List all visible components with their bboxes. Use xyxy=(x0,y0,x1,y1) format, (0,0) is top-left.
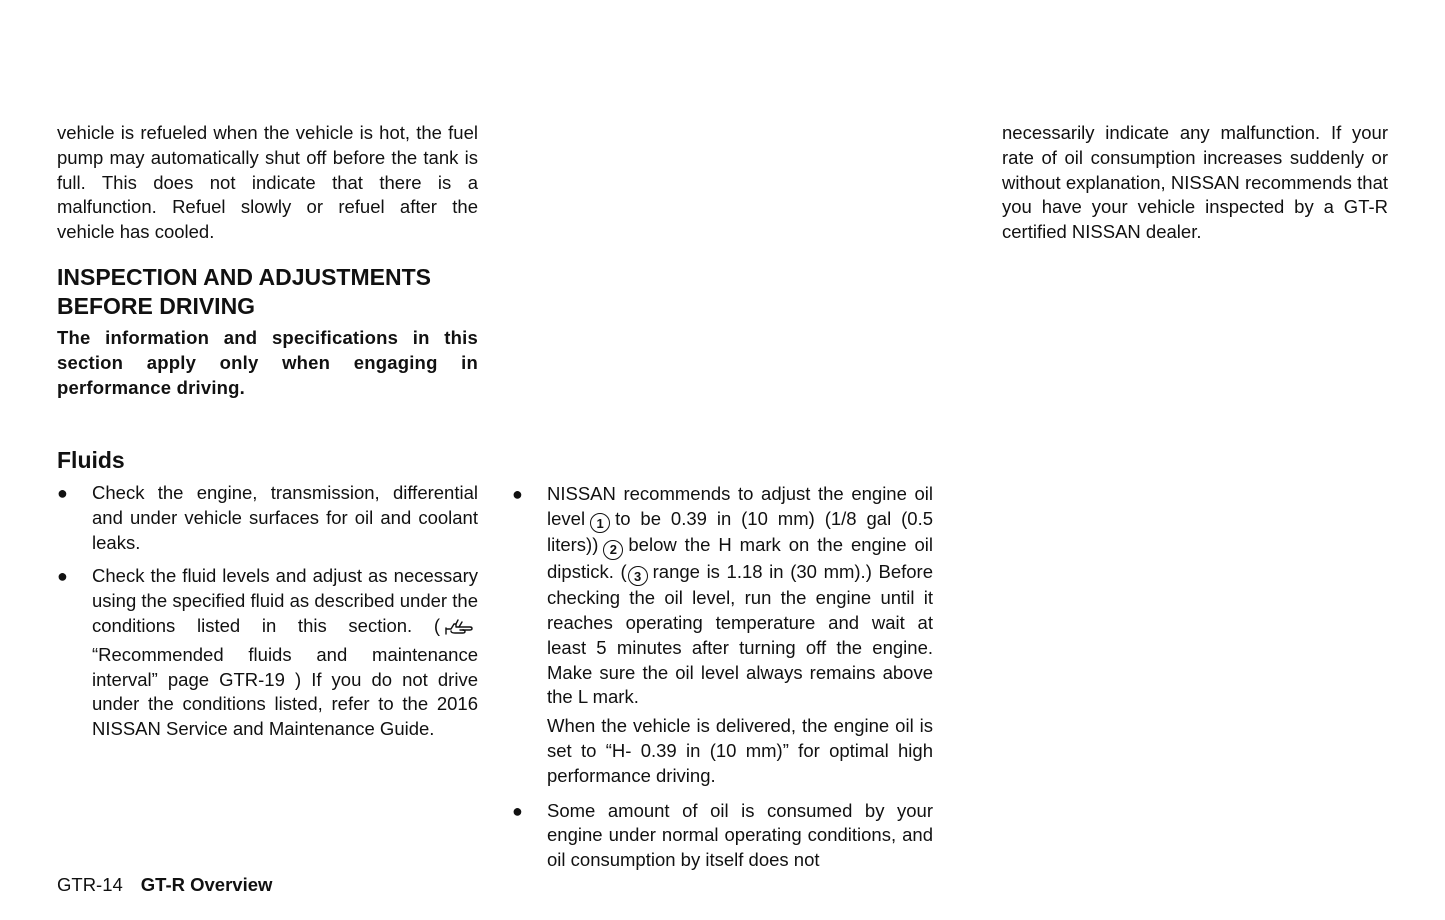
right-column xyxy=(1002,121,1388,245)
section-subheading: The information and specifications in this section apply only when engaging in performance driving. xyxy=(57,326,478,398)
pointing-hand-icon xyxy=(444,618,474,643)
bullet-icon: ● xyxy=(512,484,523,504)
page-footer xyxy=(57,873,272,897)
bullet-icon: ● xyxy=(57,566,68,587)
intro-paragraph: vehicle is refueled when the vehicle is hot, the fuel pump may automatically shut off before the tank is full. This does not indicate that there is a malfunction. Refuel slowly or refuel after the vehicle has cooled. xyxy=(57,122,478,243)
fluids-list xyxy=(57,481,478,742)
list-item xyxy=(57,481,478,555)
list-item xyxy=(512,482,933,789)
fluids-title: Fluids xyxy=(57,446,125,473)
marker-3-icon: 3 xyxy=(628,566,648,586)
bullet-text: Some amount of oil is consumed by your engine under normal operating conditions, and oil consumption by itself does not xyxy=(547,799,933,871)
oil-list xyxy=(512,482,933,873)
list-item xyxy=(512,799,933,873)
marker-2-icon: 2 xyxy=(603,540,623,560)
bullet-text: to be 0.39 in (10 mm) (1/8 gal (0.5 liters)) xyxy=(547,507,933,556)
right-paragraph: necessarily indicate any malfunction. If your rate of oil consumption increases suddenly or without explanation, NISSAN recommends that you have your vehicle inspected by a GT-R certified NISSAN dealer. xyxy=(1002,122,1388,243)
section-heading-line1: INSPECTION AND ADJUSTMENTS xyxy=(57,263,431,290)
bullet-continuation: When the vehicle is delivered, the engine oil is set to “H- 0.39 in (10 mm)” for optimal high performance driving. xyxy=(547,715,933,786)
bullet-icon: ● xyxy=(57,482,68,503)
section-name: GT-R Overview xyxy=(140,874,273,895)
bullet-text: range is 1.18 in (30 mm).) Before checking the oil level, run the engine until it reaches operating temperature and wait at least 5 minutes after turning off the engine. Make sure the oil level always remains above the L mark. xyxy=(547,560,933,708)
bullet-text: Check the engine, transmission, differential and under vehicle surfaces for oil and coolant leaks. xyxy=(92,481,478,553)
bullet-text: NISSAN recommends to adjust the engine oil level xyxy=(547,483,933,529)
reference-text[interactable]: “Recommended fluids and maintenance interval” page GTR-19 ) If you do not drive under the conditions listed, refer to the 2016 NISSAN Service and Maintenance Guide. xyxy=(92,643,478,740)
marker-1-icon: 1 xyxy=(590,513,610,533)
page-number: GTR-14 xyxy=(57,874,123,895)
section-heading xyxy=(57,263,478,321)
bullet-text: Check the fluid levels and adjust as necessary using the specified fluid as described under the conditions listed in this section. ( xyxy=(92,565,478,636)
bullet-text: below the H mark on the engine oil dipstick. ( xyxy=(547,534,933,582)
list-item xyxy=(57,564,478,742)
middle-column xyxy=(512,482,933,882)
bullet-icon: ● xyxy=(512,800,523,821)
left-column xyxy=(57,121,478,751)
section-heading-line2: BEFORE DRIVING xyxy=(57,292,256,319)
